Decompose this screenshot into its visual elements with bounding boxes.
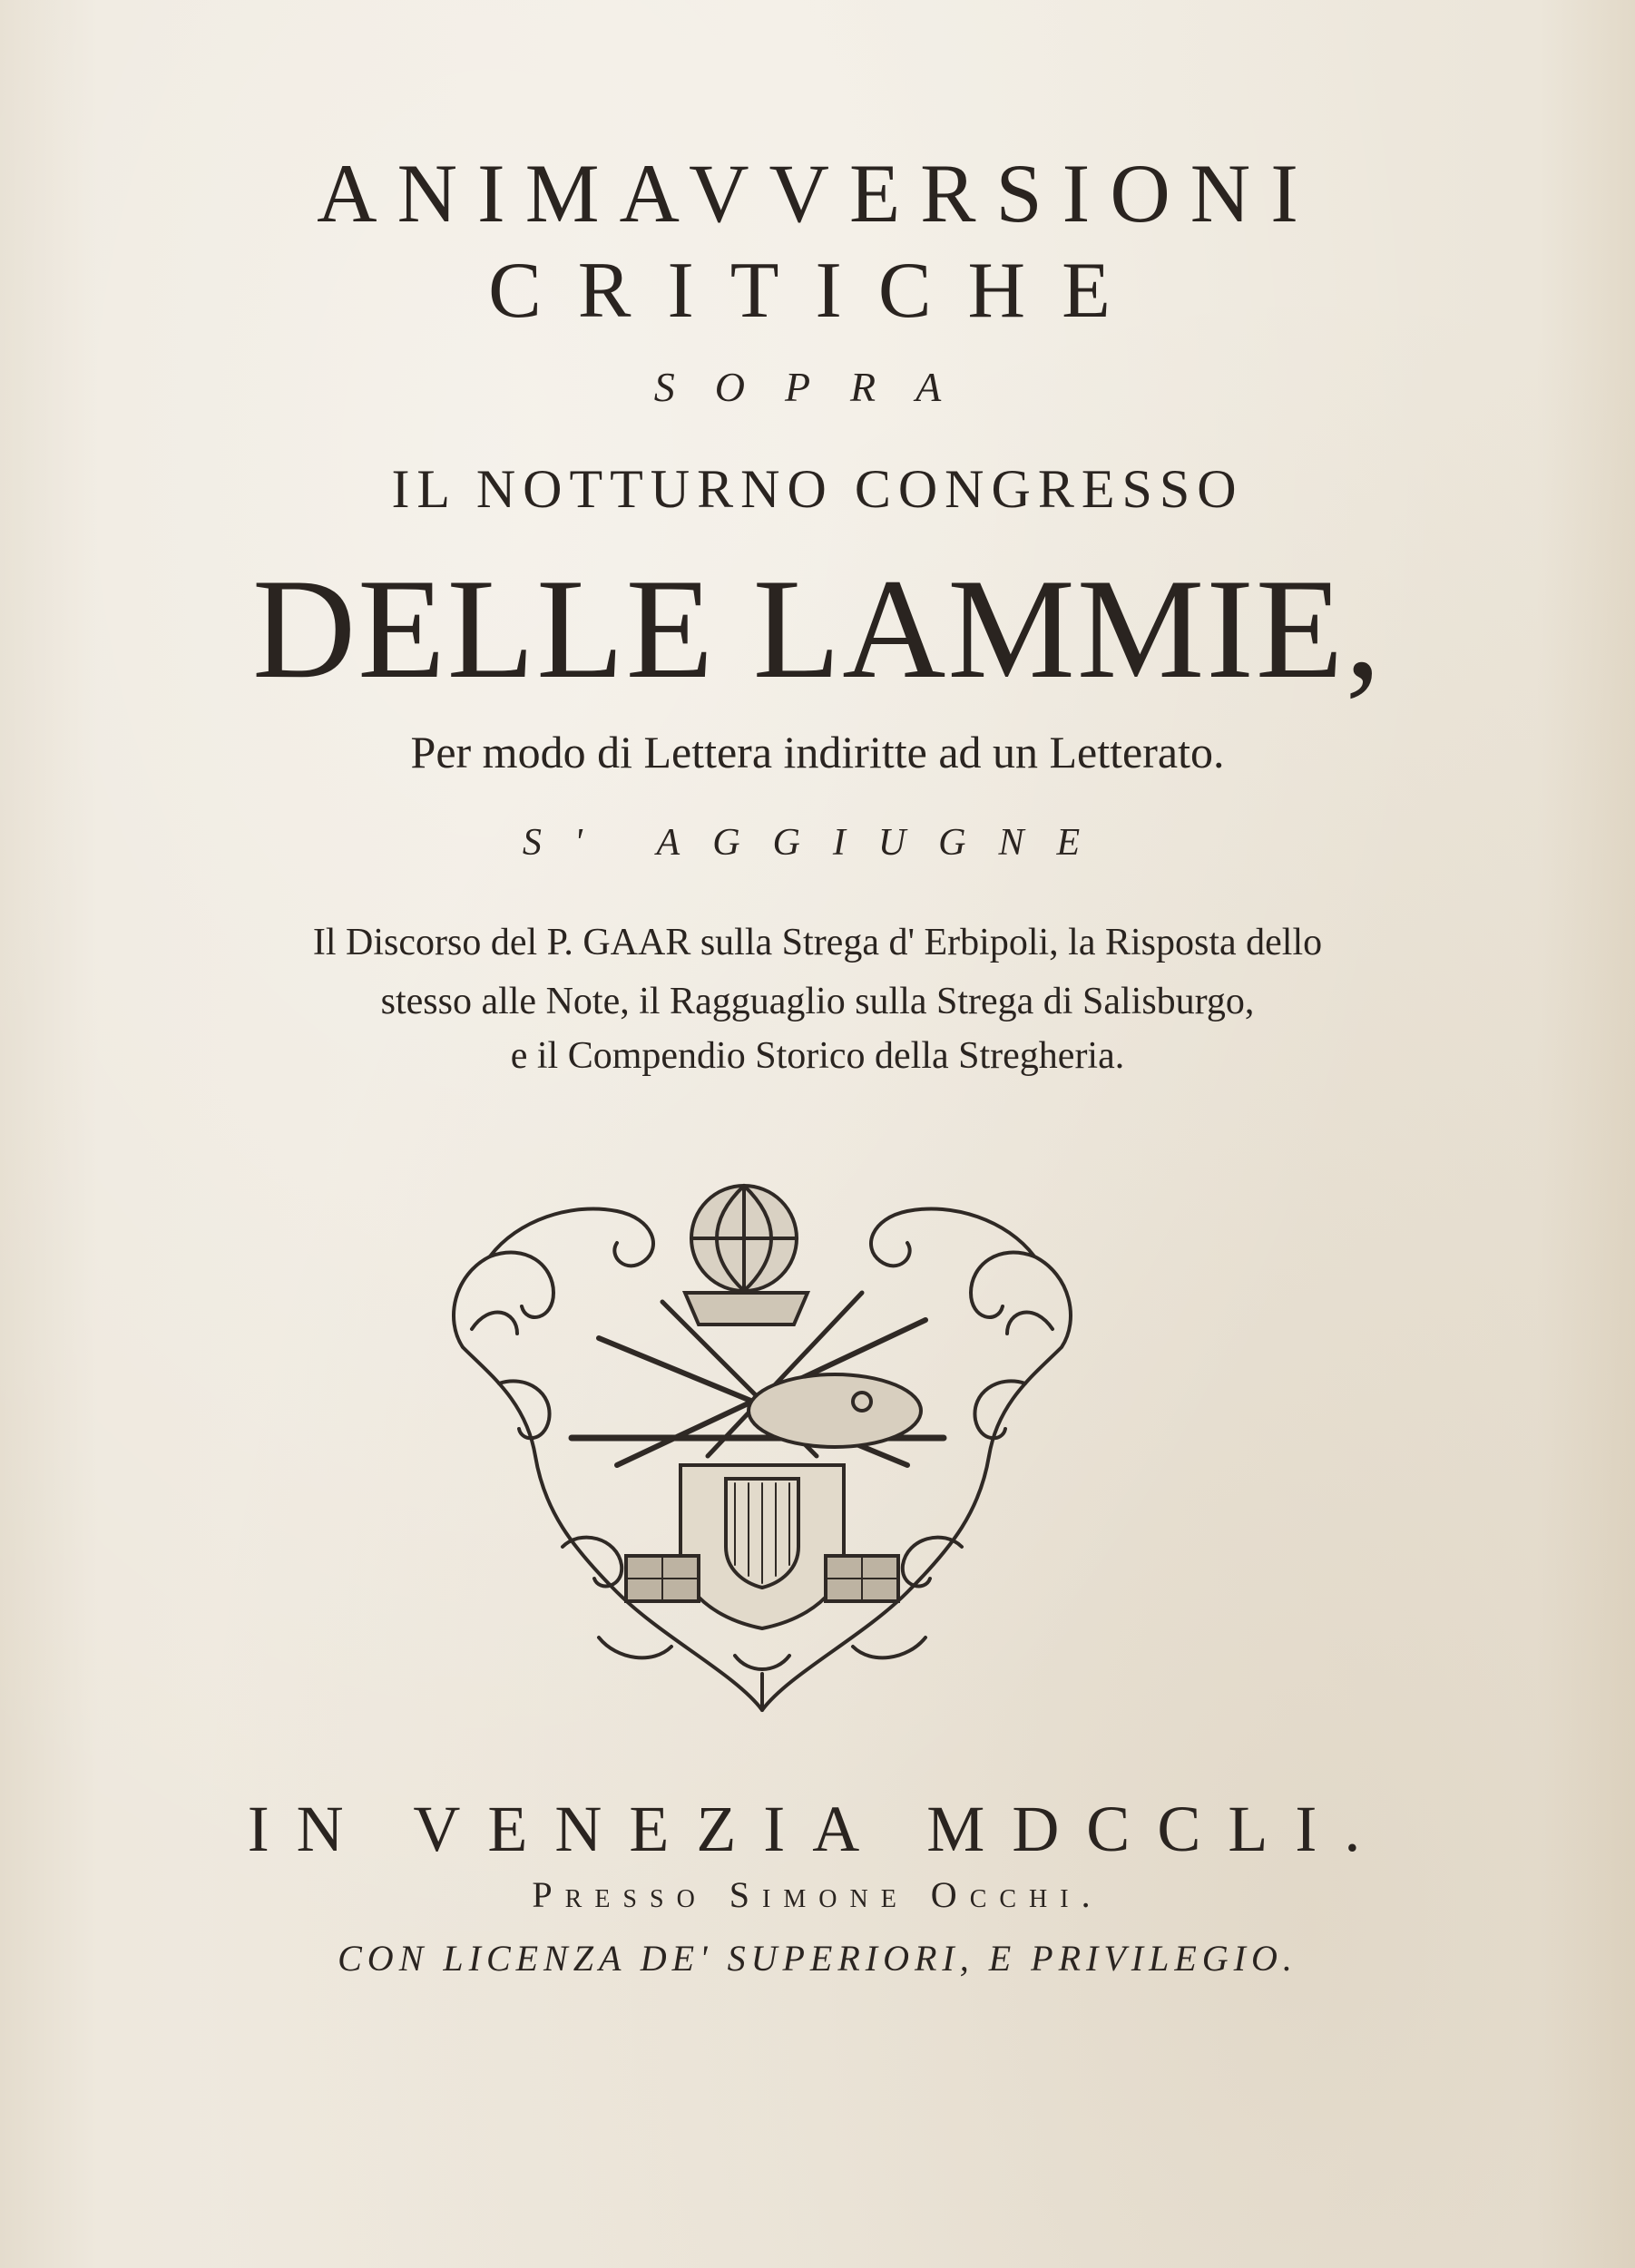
title-line-delle-lammie: DELLE LAMMIE, xyxy=(252,550,1383,709)
title-line-notturno-congresso: IL NOTTURNO CONGRESSO xyxy=(391,459,1244,519)
contents-line-1: Il Discorso del P. GAAR sulla Strega d' Erbipoli, la Risposta dello xyxy=(312,922,1323,963)
imprint-printer: Presso Simone Occhi. xyxy=(532,1874,1103,1915)
subtitle-line: Per modo di Lettera indiritte ad un Letterato. xyxy=(410,727,1225,777)
imprint-city-date: IN VENEZIA MDCCLI. xyxy=(247,1793,1388,1865)
imprint-license: CON LICENZA DE' SUPERIORI, E PRIVILEGIO. xyxy=(338,1938,1297,1979)
title-line-animavversioni: ANIMAVVERSIONI xyxy=(317,147,1318,240)
contents-line-2: stesso alle Note, il Ragguaglio sulla Strega di Salisburgo, xyxy=(380,981,1255,1022)
engraved-printers-device-icon xyxy=(436,1166,1089,1728)
title-line-sopra: SOPRA xyxy=(653,364,982,410)
contents-line-3: e il Compendio Storico della Stregheria. xyxy=(510,1035,1125,1077)
aggiugne-line: S' AGGIUGNE xyxy=(522,822,1113,864)
title-line-critiche: CRITICHE xyxy=(488,247,1147,335)
